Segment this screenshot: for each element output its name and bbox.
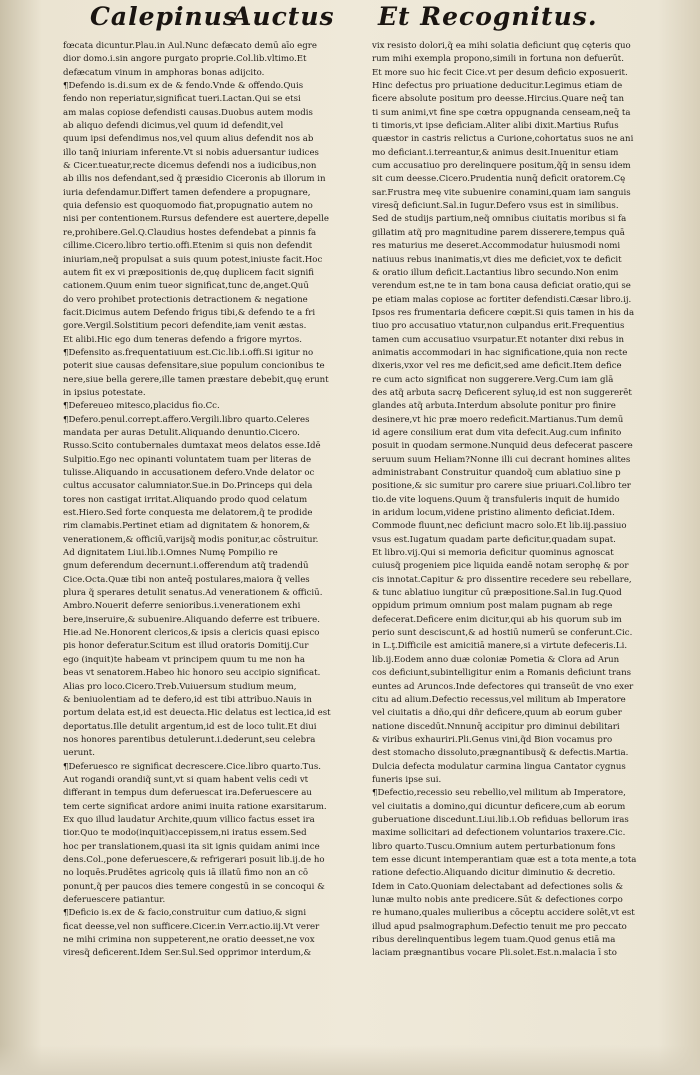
left-text-column [63,40,365,961]
text-line: in ipsius potestate. [63,387,146,398]
text-line: tem esse dicunt intemperantiam quæ est a tota mente,a tota [372,854,637,865]
text-line: re cum acto significat non suggerere.Verg.Cum iam glā [372,374,614,385]
text-line: ¶Defensito as.frequentatiuum est.Cic.lib.i.offi.Si igitur no [63,347,314,358]
text-line: glandes atq̃ arbuta.Interdum absolute ponitur pro finire [372,401,616,412]
text-line: ab aliquo defendi dicimus,vel quum id defendit,vel [63,121,284,132]
running-head [0,2,700,36]
text-line: vsus est.Iugatum quadam parte deficitur,quadam supat. [372,534,616,545]
text-line: maxime sollicitari ad defectionem voluntarios traxere.Cic. [372,828,626,839]
text-line: laciam prægnantibus vocare Pli.solet.Est.n.malacia ī sto [372,948,617,959]
text-line: facit.Dicimus autem Defendo frigus tibi,& defendo te a fri [63,307,316,318]
text-line: deferuescere patiantur. [63,895,166,905]
text-line: nisi per contentionem.Rursus defendere est auertere,depelle [63,214,329,225]
text-line: lunæ multo nobis ante predicere.Sūt & defectiones corpo [372,895,623,905]
text-line: natiuus rebus inanimatis,vt dies me deficiet,vox te deficit [372,254,622,265]
text-line: Cice.Octa.Quæ tibi non anteq̄ postulares,maiora q̃ velles [63,574,310,585]
text-line: deportatus.Ille detulit argentum,id est de loco tulit.Et diui [63,721,317,732]
text-line: Et alibi.Hic ego dum teneras defendo a frigore myrtos. [63,334,302,345]
text-line: viresq̄ deficiunt.Sal.in Iugur.Defero vsus est in similibus. [372,201,619,212]
text-line: perio sunt desciscunt,& ad hostiū numerū se conferunt.Cic. [372,628,633,639]
text-line: tem certe significat ardore animi inuita ratione exarsitarum. [63,801,327,812]
text-line: hoc per translationem,quasi ita sit ignis quidam animi ince [63,841,320,852]
text-line: tio.de vite loquens.Quum q̃ transfuleris inquit de humido [372,494,620,505]
text-line: ¶Defereueo mitesco,placidus fio.Cc. [63,401,220,412]
text-line: ficat deesse,vel non sufficere.Cicer.in Verr.actio.iij.Vt verer [63,921,320,932]
text-line: oppidum primum omnium post malam pugnam ab rege [372,601,613,612]
text-line: mandata per auras Detulit.Aliquando denuntio.Cicero. [63,427,300,438]
text-line: Hie.ad Ne.Honorent clericos,& ipsis a clericis quasi episco [63,628,320,639]
text-line: quæstor in castris relictus a Curione,cohortatus suos ne ani [372,134,634,145]
text-line: des atq̃ arbuta sacrę Deficerent syluę,id est non suggererēt [372,387,632,398]
text-line: Commode fluunt,nec deficiunt macro solo.Et lib.iij.passiuo [372,521,627,532]
text-line: tior.Quo te modo(inquit)accepissem,ni iratus essem.Sed [63,828,307,839]
text-line: ¶Defero.penul.corrept.affero.Vergili.libro quarto.Celeres [63,414,310,425]
running-head-word-auctus: Auctus [232,2,335,31]
text-line: pe etiam malas copiose ac fortiter defendisti.Cæsar libro.ij. [372,294,632,305]
text-line: quum ipsi defendimus nos,vel quum alius defendit nos ab [63,134,314,145]
text-line: ab illis nos defendant,sed q̃ præsidio Ciceronis ab illorum in [63,174,326,185]
running-head-word-recognitus: Et Recognitus. [378,2,598,31]
text-line: id agere consilium erat dum vita defecit.Aug.cum infinito [372,427,622,438]
text-line: Ex quo illud laudatur Archite,quum villico factus esset ira [63,814,315,825]
text-line: Idem in Cato.Quoniam delectabant ad defectiones solis & [372,881,624,892]
text-line: ti sum animi,vt fine spe cœtra oppugnanda censeam,neq̄ ta [372,107,631,118]
text-line: ribus derelinquentibus legem tuam.Quod genus etiā ma [372,935,616,946]
text-line: ficere absolute positum pro deesse.Hircius.Quare neq̄ tan [372,94,625,105]
text-line: iuria defendamur.Differt tamen defendere a propugnare, [63,187,311,198]
text-line: libro quarto.Tuscu.Omnium autem perturbationum fons [372,841,616,852]
text-line: quia defensio est quoquomodo fiat,propugnatio autem no [63,201,313,212]
text-line: rim clamabis.Pertinet etiam ad dignitatem & honorem,& [63,521,310,532]
text-line: dixeris,vxor vel res me deficit,sed ame deficit.Item defice [372,361,622,372]
text-line: guberuatione discedunt.Liui.lib.i.Ob refiduas bellorum iras [372,814,629,825]
text-line: ¶Defendo is.di.sum ex de & fendo.Vnde & offendo.Quis [63,81,304,92]
text-line: dest stomacho dissoluto,prægnantibusq̃ & defectis.Martia. [372,748,629,759]
text-line: rum mihi exempla propono,simili in fortuna non defuerūt. [372,54,624,65]
text-line: gore.Vergil.Solstitium pecori defendite,iam venit æstas. [63,321,307,332]
text-line: in L.ţ.Difficile est amicitiā manere,si a virtute defeceris.Li. [372,641,628,652]
text-line: citu ad alium.Defectio recessus,vel militum ab Imperatore [372,694,626,705]
text-line: cuiusq̃ progeniem pice liquida eandē notam serophę & por [372,561,629,572]
text-line: lib.ij.Eodem anno duæ coloniæ Pometia & Clora ad Arun [372,654,620,665]
text-line: gnum deferendum decernunt.i.offerendum atq̃ tradendū [63,561,309,572]
text-line: differant in tempus dum deferuescat ira.Deferuescere au [63,788,312,799]
text-line: dens.Col.,pone deferuescere,& refrigerari posuit lib.ij.de ho [63,854,325,865]
text-line: est.Hiero.Sed forte conquesta me delatorem,q̃ te prodide [63,508,313,519]
text-line: iniuriam,neq̃ propulsat a suis quum potest,iniuste facit.Hoc [63,254,323,265]
text-line: nere,siue bella gerere,ille tamen præstare debebit,quę erunt [63,374,329,385]
page-bottom-edge [0,1045,700,1075]
text-line: mo deficiant.i.terreantur,& animus desit.Inuenitur etiam [372,147,619,158]
text-line: cultus accusator calumniator.Sue.in Do.Princeps qui dela [63,481,313,492]
text-line: fœcata dicuntur.Plau.in Aul.Nunc defæcato demū aīo egre [63,41,317,51]
text-line: bere,inseruire,& subuenire.Aliquando deferre est tribuere. [63,614,320,625]
running-head-word-calepinus: Calepinus [90,2,238,31]
text-line: pis honor deferatur.Scitum est illud oratoris Domitij.Cur [63,641,309,652]
text-line: Hinc defectus pro priuatione deducitur.Legimus etiam de [372,81,623,92]
text-line: sar.Frustra meę vite subuenire conamini,quam iam sanguis [372,187,631,198]
text-line: am malas copiose defendisti causas.Duobus autem modis [63,107,313,118]
text-line: Et libro.vij.Qui si memoria deficitur quominus agnoscat [372,548,614,559]
text-line: tamen cum accusatiuo vsurpatur.Et notanter dixi rebus in [372,334,625,345]
text-line: & beniuolentiam ad te defero,id est tibi attribuo.Nauis in [63,694,312,705]
text-line: cos deficiunt,subintelligitur enim a Romanis deficiunt trans [372,668,632,679]
text-line: nos honores parentibus detulerunt.i.dederunt,seu celebra [63,734,316,745]
text-line: ¶Deferuesco re significat decrescere.Cice.libro quarto.Tus. [63,761,321,772]
text-line: positione,& sic sumitur pro carere siue priuari.Col.libro ter [372,481,631,492]
text-line: venerationem,& officiū,varijsq̃ modis ponitur,ac cōstruitur. [63,534,319,545]
text-line: defecerat.Deficere enim dicitur,qui ab his quorum sub im [372,614,622,625]
text-line: administrabant Construitur quandoq̃ cum ablatiuo sine p [372,468,621,478]
text-line: defæcatum vinum in amphoras bonas adijcito. [63,67,265,78]
text-line: tores non castigat irritat.Aliquando prodo quod celatum [63,494,308,505]
text-line: Russo.Scito contubernales dumtaxat meos delatos esse.Idē [63,441,321,452]
text-line: euntes ad Aruncos.Inde defectores qui transeūt de vno exer [372,681,634,692]
text-line: Aut rogandi orandiq̃ sunt,vt si quam habent velis cedi vt [63,774,309,785]
text-line: & oratio illum deficit.Lactantius libro secundo.Non enim [372,267,619,278]
text-line: ¶Defectio,recessio seu rebellio,vel militum ab Imperatore, [372,788,626,799]
text-line: in aridum locum,videne pristino alimento deficiat.Idem. [372,508,615,519]
text-line: illo tanq̄ iniuriam inferente.Vt si nobis aduersantur iudices [63,147,319,158]
text-line: cationem.Quum enim tueor significat,tunc de,anget.Quū [63,281,309,292]
text-line: desinere,vt hic præ moero redeficit.Martianus.Tum demū [372,414,624,425]
text-line: ego (inquit)te habeam vt principem quum tu me non ha [63,654,305,665]
text-line: uerunt. [63,748,95,759]
text-line: no loquēs.Prudētes agricolę quis iā illatū fimo non an cō [63,868,309,879]
text-line: ¶Deficio is.ex de & facio,construitur cum datiuo,& signi [63,908,307,919]
text-line: Sed de studijs partium,neq̃ omnibus ciuitatis moribus si fa [372,214,627,225]
text-line: ratione defectio.Aliquando dicitur diminutio & decretio. [372,868,616,879]
text-line: plura q̃ sperares detulit senatus.Ad venerationem & officiū. [63,588,323,599]
text-line: vel ciuitatis a domino,qui dicuntur deficere,cum ab eorum [372,801,626,812]
text-line: re humano,quales mulieribus a cōceptu accidere solēt,vt est [372,908,635,919]
text-line: res maturius me deseret.Accommodatur huiusmodi nomi [372,241,621,252]
text-line: do vero prohibet protectionis detractionem & negatione [63,294,308,305]
text-line: natione discedūt.Nnnunq̄ accipitur pro diminui debilitari [372,721,620,732]
text-line: ti timoris,vt ipse deficiam.Aliter alibi dixit.Martius Rufus [372,121,619,132]
text-line: tiuo pro accusatiuo vtatur,non culpandus erit.Frequentius [372,321,625,332]
text-line: portum delata est,id est deuecta.Hic delatus est lectica,id est [63,708,331,719]
text-line: verendum est,ne te in tam bona causa deficiat oratio,qui se [372,281,631,292]
text-line: animatis accommodari in hac significatione,quia non recte [372,347,628,358]
text-line: dior domo.i.sin angore purgato proprie.Col.lib.vltimo.Et [63,54,307,65]
text-line: tulisse.Aliquando in accusationem defero.Vnde delator oc [63,468,315,478]
text-line: vix resisto dolori,q̃ ea mihi solatia deficiunt quę cęteris quo [372,41,631,51]
text-line: re,prohibere.Gel.Q.Claudius hostes defendebat a pinnis fa [63,227,317,238]
text-line: ponunt,q̃ per paucos dies temere congestū in se concoqui & [63,881,325,892]
text-line: illud apud psalmographum.Defectio tenuit me pro peccato [372,921,627,932]
text-line: fendo non reperiatur,significat tueri.Lactan.Qui se etsi [63,94,301,105]
text-line: Ipsos res frumentaria deficere cœpit.Si quis tamen in his da [372,307,635,318]
right-text-column [372,40,675,961]
text-line: cis innotat.Capitur & pro dissentire recedere seu rebellare, [372,574,632,585]
text-line: funeris ipse sui. [372,774,442,785]
text-line: sit cum deesse.Cicero.Prudentia nunq̄ deficit oratorem.Cę [372,174,626,185]
text-line: cum accusatiuo pro derelinquere positum,q̃q̄ in sensu idem [372,161,631,172]
text-line: Et more suo hic fecit Cice.vt per desum deficio exposuerit. [372,67,628,78]
text-line: seruum suum Heliam?Nonne illi cui decrant homines alites [372,454,631,465]
text-line: Sulpitio.Ego nec opinanti voluntatem tuam per literas de [63,454,312,465]
text-line: cillime.Cicero.libro tertio.offi.Etenim si quis non defendit [63,241,313,252]
text-line: viresq̃ deficerent.Idem Ser.Sul.Sed opprimor interdum,& [63,948,312,959]
text-line: gillatim atq̃ pro magnitudine parem disserere,tempus quā [372,227,625,238]
text-line: Ambro.Nouerit deferre senioribus.i.venerationem exhi [63,601,301,612]
text-line: posuit in quodam sermone.Nunquid deus defecerat pascere [372,441,633,452]
text-line: ne mihi crimina non suppeterent,ne oratio deesset,ne vox [63,935,315,946]
text-line: Alias pro loco.Cicero.Treb.Vuiuersum studium meum, [63,681,297,692]
text-line: beas vt senatorem.Habeo hic honoro seu accipio significat. [63,668,321,679]
text-line: & tunc ablatiuo iungitur cū præpositione.Sal.in Iug.Quod [372,588,622,599]
text-line: & Cicer.tueatur,recte dicemus defendi nos a iudicibus,non [63,161,317,172]
text-line: Dulcia defecta modulatur carmina lingua Cantator cygnus [372,761,626,772]
text-line: autem fit ex vi præpositionis de,quę duplicem facit signifi [63,267,315,278]
text-line: & viribus exhauriri.Pli.Genus vini,q̃d Bion vocamus pro [372,734,613,745]
text-line: vel ciuitatis a dño,qui dñr deficere,quum ab eorum guber [372,708,622,719]
text-line: Ad dignitatem Liui.lib.i.Omnes Numę Pompilio re [63,548,278,559]
text-line: poterit siue causas defensitare,siue populum concionibus te [63,361,325,372]
